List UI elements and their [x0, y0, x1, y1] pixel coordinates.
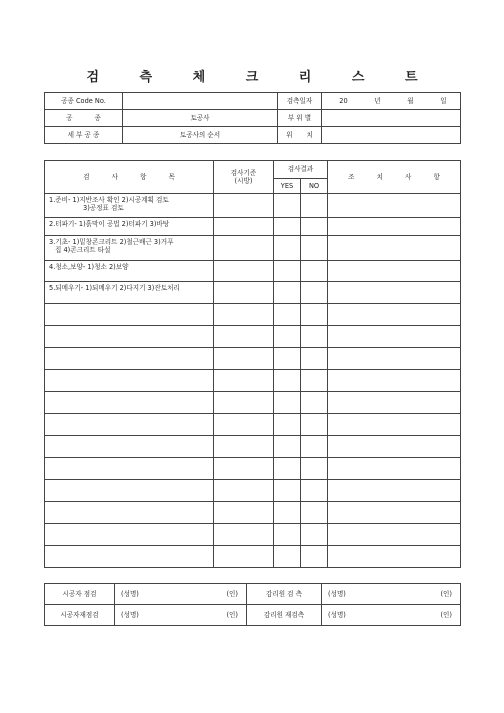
contractor-recheck-label: 시공자재점검 [45, 605, 115, 626]
item-line-sub: 3)공정표 검토 [83, 204, 124, 213]
standard-cell[interactable] [214, 304, 274, 326]
no-cell[interactable] [301, 218, 328, 236]
action-cell[interactable] [328, 236, 461, 261]
no-cell[interactable] [301, 414, 328, 436]
page-title: 검 측 체 크 리 스 트 [86, 70, 436, 85]
no-cell[interactable] [301, 392, 328, 414]
checklist-table [44, 160, 461, 568]
action-cell[interactable] [328, 304, 461, 326]
standard-cell[interactable] [214, 502, 274, 524]
no-cell[interactable] [301, 436, 328, 458]
standard-cell[interactable] [214, 194, 274, 218]
empty-row [45, 524, 461, 546]
action-cell[interactable] [328, 348, 461, 370]
no-cell[interactable] [301, 458, 328, 480]
standard-cell[interactable] [214, 348, 274, 370]
detail-value: 토공사의 순서 [123, 127, 278, 144]
signature-table [44, 583, 461, 626]
standard-cell[interactable] [214, 524, 274, 546]
checklist-item [45, 261, 214, 282]
action-cell[interactable] [328, 524, 461, 546]
sign-label: (성명) [328, 610, 346, 619]
yes-cell[interactable] [274, 282, 301, 304]
code-value-cell[interactable] [123, 93, 278, 110]
standard-cell[interactable] [214, 392, 274, 414]
item-cell[interactable] [45, 414, 214, 436]
yes-cell[interactable] [274, 370, 301, 392]
supervisor-check-sign[interactable] [322, 584, 461, 605]
standard-cell[interactable] [214, 370, 274, 392]
contractor-check-label: 시공자 점검 [45, 584, 115, 605]
yes-cell[interactable] [274, 480, 301, 502]
date-month-unit: 월 [407, 96, 414, 105]
item-line: 4.청소,보양- 1)청소 2)보양 [49, 263, 129, 271]
type-value: 토공사 [123, 110, 278, 127]
empty-row [45, 348, 461, 370]
col-standard-label: 검사기준 [230, 168, 257, 177]
item-cell[interactable] [45, 370, 214, 392]
no-cell[interactable] [301, 236, 328, 261]
yes-cell[interactable] [274, 458, 301, 480]
yes-cell[interactable] [274, 436, 301, 458]
checklist-item [45, 218, 214, 236]
no-cell[interactable] [301, 348, 328, 370]
standard-cell[interactable] [214, 546, 274, 568]
supervisor-recheck-sign[interactable] [322, 605, 461, 626]
contractor-check-sign[interactable] [115, 584, 247, 605]
checklist-item [45, 282, 214, 304]
seal-label: (인) [440, 610, 452, 619]
standard-cell[interactable] [214, 282, 274, 304]
yes-cell[interactable] [274, 414, 301, 436]
col-action-header: 조 치 사 항 [328, 161, 461, 194]
yes-cell[interactable] [274, 546, 301, 568]
no-cell[interactable] [301, 370, 328, 392]
standard-cell[interactable] [214, 236, 274, 261]
location-value-cell[interactable] [322, 127, 461, 144]
action-cell[interactable] [328, 502, 461, 524]
item-cell[interactable] [45, 502, 214, 524]
item-line-sub: 집 4)콘크리트 타설 [55, 246, 111, 255]
detail-label: 세 부 공 종 [45, 127, 123, 144]
item-line: 5.되메우기- 1)되메우기 2)다지기 3)잔토처리 [49, 284, 180, 292]
action-cell[interactable] [328, 326, 461, 348]
action-cell[interactable] [328, 194, 461, 218]
seal-label: (인) [226, 610, 238, 619]
action-cell[interactable] [328, 414, 461, 436]
empty-row [45, 436, 461, 458]
col-item-header: 검 사 항 목 [45, 161, 214, 194]
col-result-header: 검사결과 [274, 161, 328, 179]
seal-label: (인) [226, 589, 238, 598]
item-cell[interactable] [45, 546, 214, 568]
yes-cell[interactable] [274, 236, 301, 261]
item-cell[interactable] [45, 304, 214, 326]
col-no-header: NO [301, 179, 328, 194]
no-cell[interactable] [301, 261, 328, 282]
empty-row [45, 414, 461, 436]
no-cell[interactable] [301, 282, 328, 304]
action-cell[interactable] [328, 218, 461, 236]
standard-cell[interactable] [214, 414, 274, 436]
action-cell[interactable] [328, 458, 461, 480]
yes-cell[interactable] [274, 326, 301, 348]
no-cell[interactable] [301, 194, 328, 218]
standard-cell[interactable] [214, 218, 274, 236]
empty-row [45, 370, 461, 392]
supervisor-check-label: 감리원 검 측 [247, 584, 322, 605]
col-standard-sub: (시방) [234, 177, 253, 185]
yes-cell[interactable] [274, 304, 301, 326]
type-label: 공 종 [45, 110, 123, 127]
date-cell[interactable] [322, 93, 461, 110]
empty-row [45, 546, 461, 568]
empty-row [45, 392, 461, 414]
code-label: 공종 Code No. [45, 93, 123, 110]
no-cell[interactable] [301, 524, 328, 546]
no-cell[interactable] [301, 326, 328, 348]
item-cell[interactable] [45, 480, 214, 502]
yes-cell[interactable] [274, 348, 301, 370]
item-line: 2.터파기- 1)흙막이 공법 2)터파기 3)바탕 [49, 220, 170, 228]
item-cell[interactable] [45, 436, 214, 458]
empty-row [45, 458, 461, 480]
item-cell[interactable] [45, 458, 214, 480]
date-day-unit: 일 [440, 96, 447, 105]
action-cell[interactable] [328, 392, 461, 414]
sign-label: (성명) [121, 610, 139, 619]
action-cell[interactable] [328, 546, 461, 568]
yes-cell[interactable] [274, 392, 301, 414]
col-standard-header [214, 161, 274, 194]
empty-row [45, 304, 461, 326]
sign-label: (성명) [328, 589, 346, 598]
yes-cell[interactable] [274, 218, 301, 236]
sign-label: (성명) [121, 589, 139, 598]
col-yes-header: YES [274, 179, 301, 194]
checklist-item [45, 194, 214, 218]
date-year: 20 [339, 96, 348, 105]
standard-cell[interactable] [214, 436, 274, 458]
empty-row [45, 502, 461, 524]
location-label: 위 치 [278, 127, 322, 144]
item-cell[interactable] [45, 326, 214, 348]
yes-cell[interactable] [274, 524, 301, 546]
action-cell[interactable] [328, 261, 461, 282]
item-line: 1.준비- 1)지반조사 확인 2)시공계획 검토 [49, 196, 169, 204]
no-cell[interactable] [301, 502, 328, 524]
checklist-item [45, 236, 214, 261]
part-value-cell[interactable] [322, 110, 461, 127]
action-cell[interactable] [328, 282, 461, 304]
contractor-recheck-sign[interactable] [115, 605, 247, 626]
empty-row [45, 326, 461, 348]
header-table [44, 92, 461, 144]
no-cell[interactable] [301, 304, 328, 326]
no-cell[interactable] [301, 546, 328, 568]
action-cell[interactable] [328, 436, 461, 458]
seal-label: (인) [440, 589, 452, 598]
date-label: 검측일자 [278, 93, 322, 110]
yes-cell[interactable] [274, 261, 301, 282]
action-cell[interactable] [328, 480, 461, 502]
empty-row [45, 480, 461, 502]
standard-cell[interactable] [214, 480, 274, 502]
standard-cell[interactable] [214, 261, 274, 282]
standard-cell[interactable] [214, 326, 274, 348]
date-year-unit: 년 [374, 96, 381, 105]
yes-cell[interactable] [274, 194, 301, 218]
standard-cell[interactable] [214, 458, 274, 480]
part-label: 부 위 별 [278, 110, 322, 127]
item-line: 3.기초- 1)밑창콘크리트 2)철근배근 3)거푸 [49, 238, 174, 246]
item-cell[interactable] [45, 524, 214, 546]
yes-cell[interactable] [274, 502, 301, 524]
no-cell[interactable] [301, 480, 328, 502]
item-cell[interactable] [45, 392, 214, 414]
supervisor-recheck-label: 감리원 재검측 [247, 605, 322, 626]
action-cell[interactable] [328, 370, 461, 392]
item-cell[interactable] [45, 348, 214, 370]
